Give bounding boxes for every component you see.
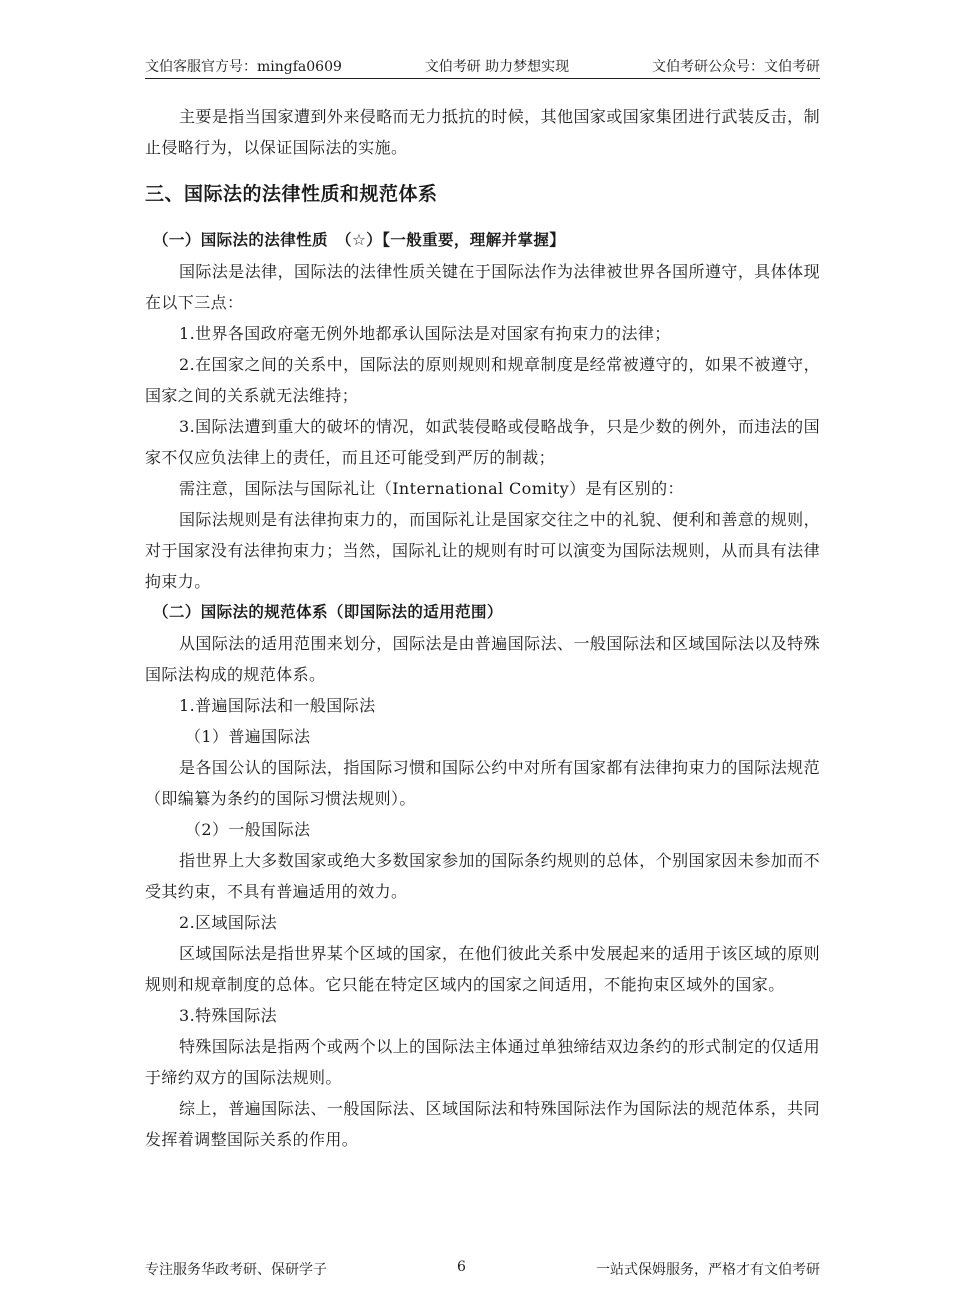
summary-paragraph: 综上，普遍国际法、一般国际法、区域国际法和特殊国际法作为国际法的规范体系，共同发挥着调整国际关系的作用。 <box>145 1099 820 1149</box>
paragraph: 从国际法的适用范围来划分，国际法是由普遍国际法、一般国际法和区域国际法以及特殊国际法构成的规范体系。 <box>145 634 820 684</box>
item-heading: 3.特殊国际法 <box>179 1006 278 1025</box>
page-number: 6 <box>457 1259 466 1275</box>
page-footer <box>145 1259 820 1279</box>
note-paragraph: 需注意，国际法与国际礼让（International Comity）是有区别的： <box>179 479 684 498</box>
header-center-text: 文伯考研 助力梦想实现 <box>424 59 570 75</box>
item-heading: 1.普遍国际法和一般国际法 <box>179 696 376 715</box>
document-body <box>145 101 820 1155</box>
subsection-2-title: （二）国际法的规范体系（即国际法的适用范围） <box>153 603 503 621</box>
item-subheading: （2）一般国际法 <box>185 820 311 839</box>
list-item: 1.世界各国政府毫无例外地都承认国际法是对国家有拘束力的法律； <box>179 324 671 343</box>
intro-paragraph: 主要是指当国家遭到外来侵略而无力抵抗的时候，其他国家或国家集团进行武装反击，制止侵略行为，以保证国际法的实施。 <box>145 107 820 157</box>
header-right-text: 文伯考研公众号：文伯考研 <box>652 59 820 75</box>
item-subheading: （1）普遍国际法 <box>185 727 311 746</box>
paragraph: 国际法是法律，国际法的法律性质关键在于国际法作为法律被世界各国所遵守，具体体现在以下三点： <box>145 262 820 312</box>
section-title: 三、国际法的法律性质和规范体系 <box>145 183 438 205</box>
paragraph: 区域国际法是指世界某个区域的国家，在他们彼此关系中发展起来的适用于该区域的原则规则和规章制度的总体。它只能在特定区域内的国家之间适用，不能拘束区域外的国家。 <box>145 944 820 994</box>
list-item: 3.国际法遭到重大的破坏的情况，如武装侵略或侵略战争，只是少数的例外，而违法的国家不仅应负法律上的责任，而且还可能受到严厉的制裁； <box>145 417 820 467</box>
paragraph: 国际法规则是有法律拘束力的，而国际礼让是国家交往之中的礼貌、便利和善意的规则，对于国家没有法律拘束力；当然，国际礼让的规则有时可以演变为国际法规则，从而具有法律拘束力。 <box>145 510 820 591</box>
footer-left-text: 专注服务华政考研、保研学子 <box>145 1262 327 1278</box>
item-heading: 2.区域国际法 <box>179 913 278 932</box>
page-header <box>145 54 820 79</box>
paragraph: 特殊国际法是指两个或两个以上的国际法主体通过单独缔结双边条约的形式制定的仅适用于缔约双方的国际法规则。 <box>145 1037 820 1087</box>
subsection-1-title: （一）国际法的法律性质 （☆）【一般重要，理解并掌握】 <box>153 231 566 249</box>
footer-right-text: 一站式保姆服务，严格才有文伯考研 <box>595 1262 820 1278</box>
header-left-text: 文伯客服官方号：mingfa0609 <box>145 59 342 75</box>
paragraph: 指世界上大多数国家或绝大多数国家参加的国际条约规则的总体，个别国家因未参加而不受其约束，不具有普遍适用的效力。 <box>145 851 820 901</box>
paragraph: 是各国公认的国际法，指国际习惯和国际公约中对所有国家都有法律拘束力的国际法规范（即编纂为条约的国际习惯法规则）。 <box>145 758 820 808</box>
list-item: 2.在国家之间的关系中，国际法的原则规则和规章制度是经常被遵守的，如果不被遵守，国家之间的关系就无法维持； <box>145 355 820 405</box>
